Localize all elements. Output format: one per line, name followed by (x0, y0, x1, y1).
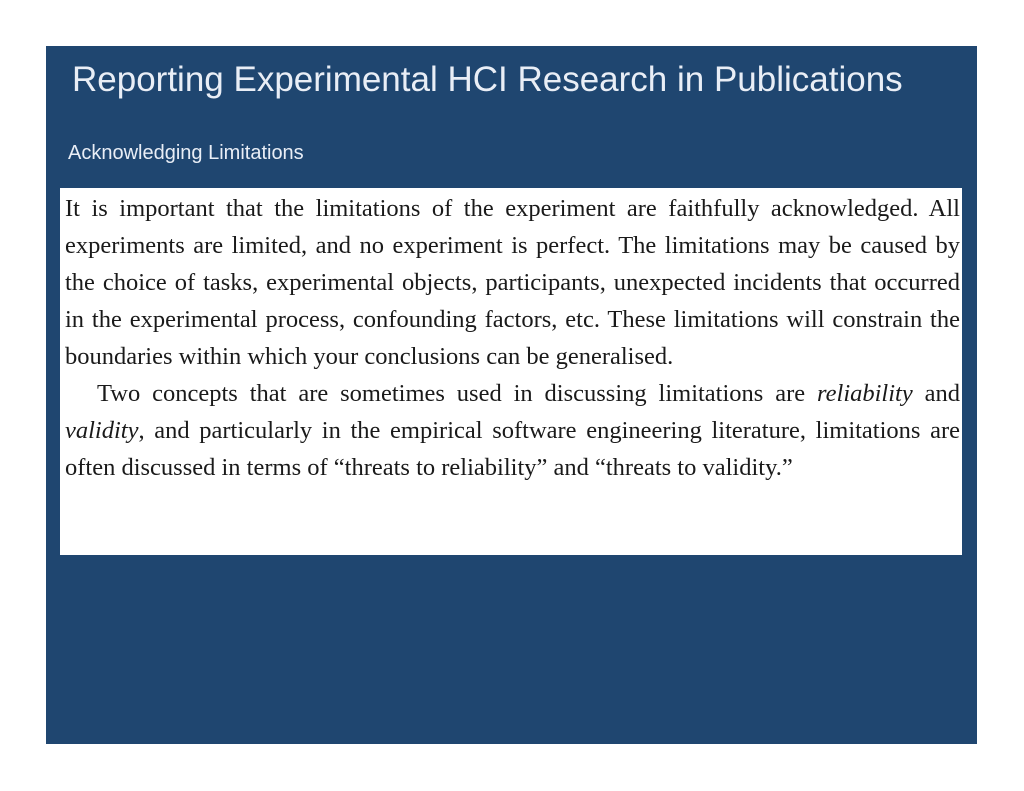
excerpt-paragraph-2 (65, 375, 960, 486)
excerpt-paragraph-2-part-1: Two concepts that are sometimes used in discussing limitations are (97, 380, 818, 407)
slide-title: Reporting Experimental HCI Research in Publications (72, 60, 903, 99)
excerpt-paragraph-1: It is important that the limitations of the experiment are faithfully acknowledged. All experiments are limited, and no experiment is perfect. The limitations may be caused by the choice of tasks, experimental objects, participants, unexpected incidents that occurred in the experimental process, confounding factors, etc. These limitations will constrain the boundaries within which your conclusions can be generalised. (65, 195, 960, 370)
slide (46, 46, 977, 744)
book-excerpt (60, 188, 962, 555)
excerpt-paragraph-2-part-2: and (912, 380, 960, 407)
term-validity: validity (65, 417, 139, 444)
slide-subtitle: Acknowledging Limitations (68, 142, 304, 164)
term-reliability: reliability (817, 380, 913, 407)
excerpt-paragraph-2-part-3: , and particularly in the empirical software engineering literature, limitations are often discussed in terms of “threats to reliability” and “threats to validity.” (65, 417, 960, 481)
